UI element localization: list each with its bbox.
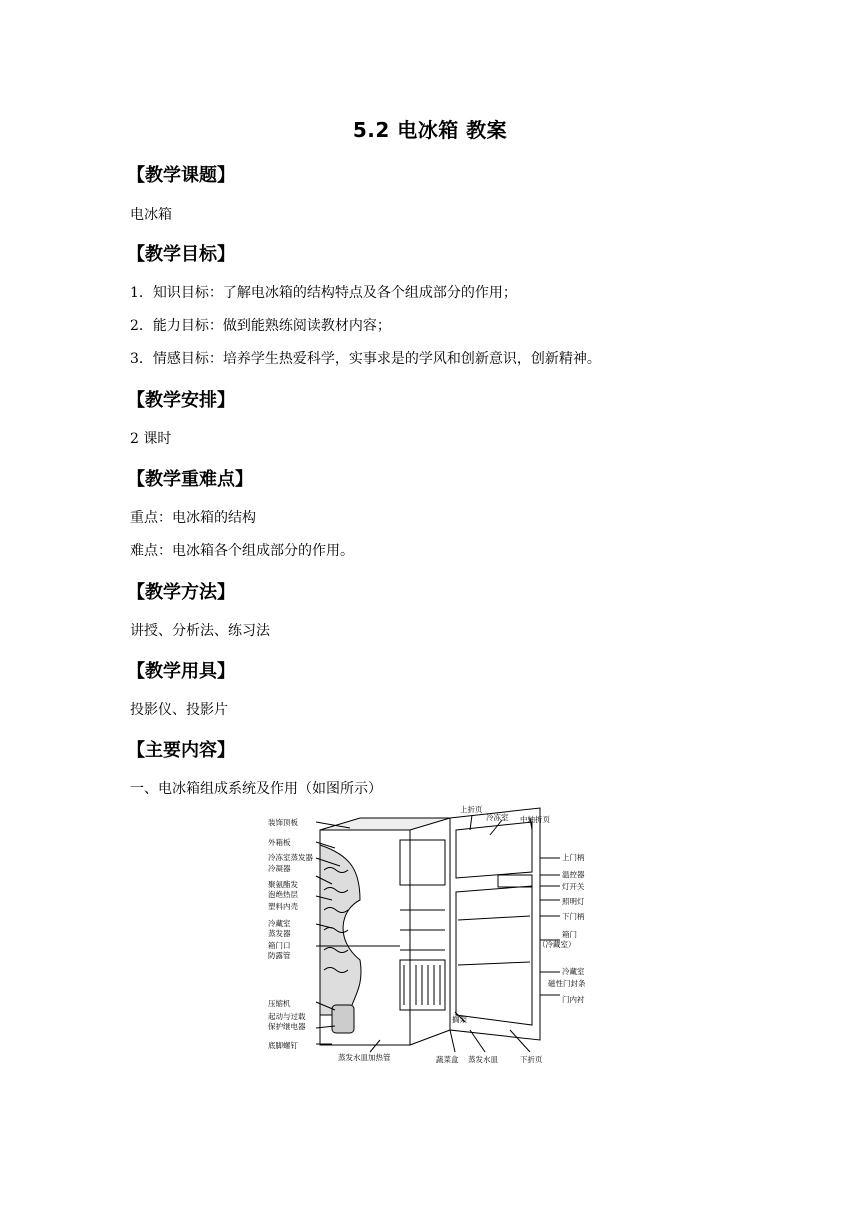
section-heading-keypoints: 【教学重难点】 [127, 469, 253, 490]
content-line: 一、电冰箱组成系统及作用（如图所示） [130, 781, 382, 797]
label-lower-handle: 下门柄 [562, 912, 585, 921]
section-heading-content: 【主要内容】 [127, 740, 235, 761]
section-heading-objectives: 【教学目标】 [127, 244, 235, 265]
label-door-sub: （冷藏室） [538, 940, 576, 949]
page-title: 5.2 电冰箱 教案 [352, 118, 508, 142]
objective-line: 3．情感目标：培养学生热爱科学，实事求是的学风和创新意识，创新精神。 [130, 351, 601, 367]
label-middle-hinge: 中轴折页 [520, 815, 550, 824]
label-heater-pipe: 蒸发水皿加热管 [338, 1053, 391, 1062]
label-freezer-evaporator: 冷冻室蒸发器 [268, 853, 313, 862]
label-gasket: 磁性门封条 [548, 979, 586, 988]
label-freezer: 冷冻室 [486, 813, 509, 822]
label-fridge: 冷藏室 [562, 967, 585, 976]
objective-line: 1．知识目标：了解电冰箱的结构特点及各个组成部分的作用； [130, 285, 517, 301]
label-thermostat: 温控器 [562, 870, 585, 879]
label-upper-handle: 上门柄 [562, 853, 585, 862]
keypoint-line: 难点：电冰箱各个组成部分的作用。 [130, 543, 354, 559]
label-relay-1: 起动与过载 [268, 1012, 306, 1021]
label-light: 照明灯 [562, 897, 585, 906]
label-door-liner: 门内衬 [562, 995, 585, 1004]
label-shelf: 搁架 [452, 1015, 467, 1024]
label-compressor: 压缩机 [268, 999, 291, 1008]
label-crisper: 蔬菜盒 [436, 1055, 459, 1064]
label-outer-panel: 外箱板 [268, 838, 291, 847]
refrigerator-diagram [240, 800, 600, 1068]
label-door: 箱门 [562, 930, 577, 939]
label-foot-screw: 底脚螺钉 [268, 1041, 298, 1050]
label-upper-hinge: 上折页 [460, 805, 483, 814]
label-door-pipe-2: 防露管 [268, 951, 291, 960]
label-condenser: 冷凝器 [268, 864, 291, 873]
label-door-pipe-1: 箱门口 [268, 941, 291, 950]
label-lower-hinge: 下折页 [520, 1055, 543, 1064]
schedule-text: 2 课时 [130, 431, 172, 447]
label-relay-2: 保护继电器 [268, 1022, 306, 1031]
label-plastic-liner: 塑料内壳 [268, 902, 298, 911]
label-light-switch: 灯开关 [562, 882, 585, 891]
methods-text: 讲授、分析法、练习法 [130, 623, 270, 639]
tools-text: 投影仪、投影片 [130, 702, 228, 718]
label-insulation-1: 聚氨酯发 [268, 880, 298, 889]
label-drain-pan: 蒸发水皿 [468, 1055, 498, 1064]
label-insulation-2: 泡绝热层 [268, 890, 298, 899]
label-decor-top-panel: 装饰顶板 [268, 818, 298, 827]
label-fridge-evap-1: 冷藏室 [268, 919, 291, 928]
label-fridge-evap-2: 蒸发器 [268, 929, 291, 938]
topic-text: 电冰箱 [130, 207, 172, 223]
section-heading-methods: 【教学方法】 [127, 582, 235, 603]
section-heading-tools: 【教学用具】 [127, 661, 235, 682]
keypoint-line: 重点：电冰箱的结构 [130, 510, 256, 526]
objective-line: 2．能力目标：做到能熟练阅读教材内容； [130, 318, 391, 334]
section-heading-schedule: 【教学安排】 [127, 390, 235, 411]
section-heading-topic: 【教学课题】 [127, 165, 235, 186]
